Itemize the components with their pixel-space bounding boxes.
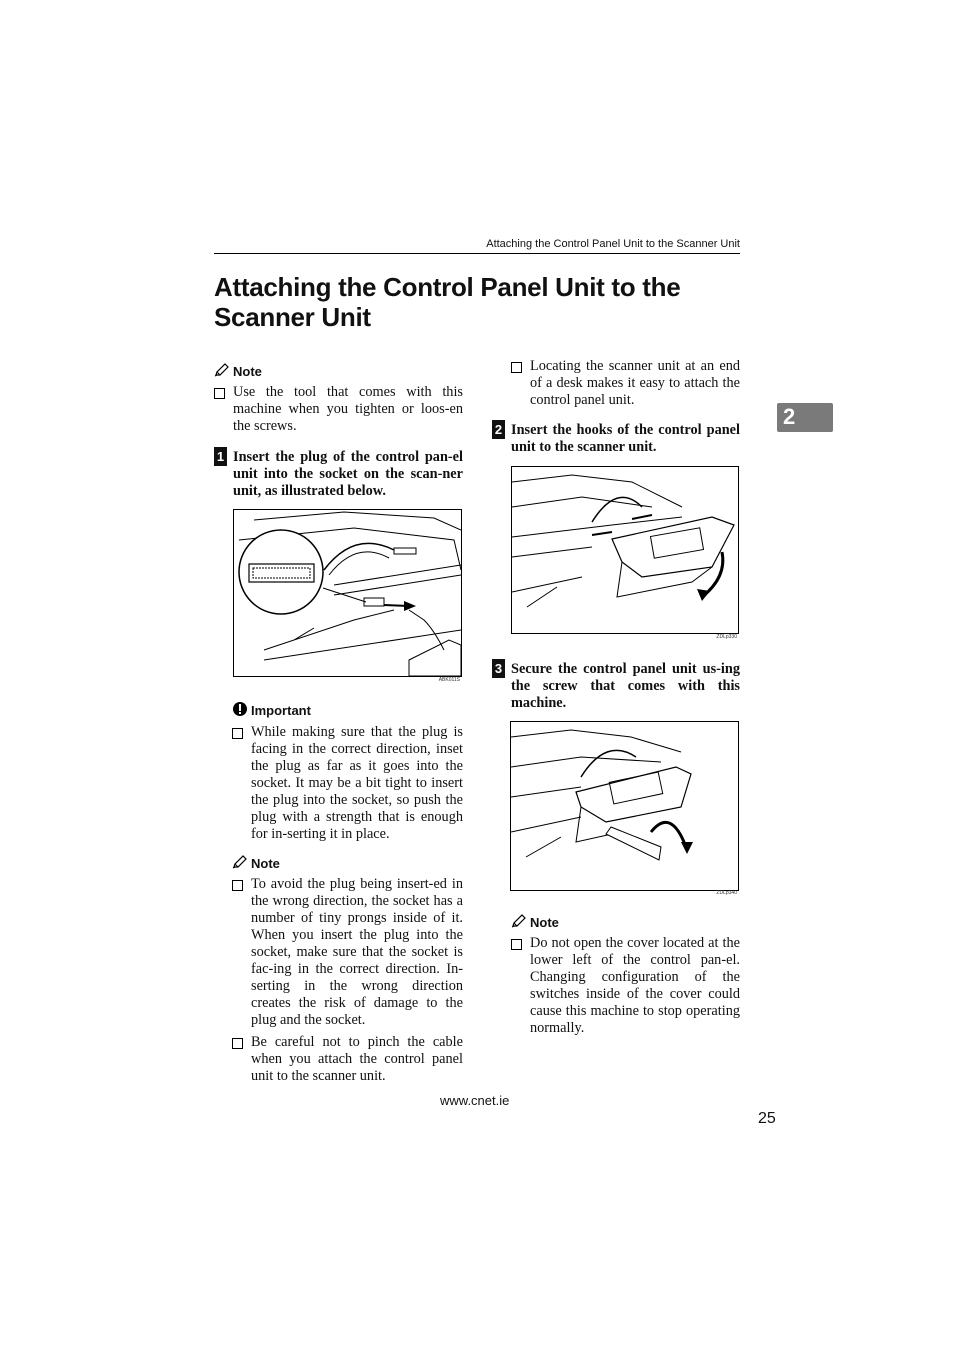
- step-3-block: [492, 661, 740, 712]
- note-item: [232, 876, 463, 1029]
- figure-hook-insertion: [511, 466, 739, 634]
- running-header: Attaching the Control Panel Unit to the Scanner Unit: [486, 238, 740, 250]
- left-column: [214, 363, 463, 500]
- note-heading: [214, 363, 463, 380]
- note-label: Note: [251, 856, 280, 871]
- page-title-line-1: Attaching the Control Panel Unit to the: [214, 272, 681, 302]
- step-number: 1: [214, 447, 227, 466]
- figure-code: ZDLp330: [716, 634, 737, 640]
- note-item-text: Be careful not to pinch the cable when you attach the control panel unit to the scanner unit.: [251, 1034, 463, 1084]
- pencil-icon: [214, 363, 230, 380]
- figure-screw-securing: [510, 721, 739, 891]
- note-item-text: Do not open the cover located at the lower left of the control pan-el. Changing configuration of the switches inside of the cover could cause this machine to stop operating normally.: [530, 935, 740, 1036]
- checkbox-bullet-icon: [511, 939, 522, 950]
- checkbox-bullet-icon: [214, 388, 225, 399]
- note-item-text: To avoid the plug being insert-ed in the wrong direction, the socket has a number of tiny prongs inside of it. When you insert the plug into the socket, make sure that the socket is fac-ing in the correct direction. In-serting in the wrong direction creates the risk of damage to the plug and the socket.: [251, 876, 463, 1028]
- step-text: Insert the plug of the control pan-el unit into the socket on the scan-ner unit, as illustrated below.: [233, 449, 463, 499]
- note-item-text: Use the tool that comes with this machine when you tighten or loos-en the screws.: [233, 384, 463, 434]
- figure-code: ZDLp340: [716, 890, 737, 896]
- screw-securing-illustration: [511, 722, 738, 890]
- note-item: [214, 384, 463, 435]
- figure-plug-insertion: [233, 509, 462, 677]
- step-text: Insert the hooks of the control panel unit to the scanner unit.: [511, 422, 740, 455]
- note-label: Note: [233, 364, 262, 379]
- pencil-icon: [511, 914, 527, 931]
- note-item: [511, 935, 740, 1037]
- important-icon: [232, 701, 248, 720]
- step-number: 3: [492, 659, 505, 678]
- checkbox-bullet-icon: [232, 1038, 243, 1049]
- chapter-tab-number: 2: [783, 404, 796, 429]
- note-item: [511, 358, 740, 409]
- chapter-tab: [777, 403, 833, 432]
- page-number: 25: [758, 1110, 776, 1127]
- figure-code: ABK011S: [438, 677, 460, 683]
- watermark-url: www.cnet.ie: [440, 1093, 510, 1108]
- note-heading: [232, 855, 463, 872]
- step-number: 2: [492, 420, 505, 439]
- note-item: [232, 1034, 463, 1085]
- step-text: Secure the control panel unit us-ing the screw that comes with this machine.: [511, 661, 740, 711]
- important-section: [232, 701, 463, 1085]
- important-heading: [232, 701, 463, 720]
- note-heading: [511, 914, 740, 931]
- important-item: [232, 724, 463, 843]
- note-section: [511, 914, 740, 1037]
- important-item-text: While making sure that the plug is facing in the correct direction, inset the plug as far as it goes into the socket. It may be a bit tight to insert the plug into the socket, so push the plug with a strength that is enough for in-serting it in place.: [251, 724, 463, 842]
- step-2: [492, 422, 740, 456]
- page-title: [214, 272, 774, 332]
- step-1: [214, 449, 463, 500]
- header-rule: [214, 253, 740, 254]
- step-2-block: [492, 422, 740, 456]
- hook-insertion-illustration: [512, 467, 738, 633]
- note-item-text: Locating the scanner unit at an end of a desk makes it easy to attach the control panel unit.: [530, 358, 740, 408]
- pencil-icon: [232, 855, 248, 872]
- important-label: Important: [251, 703, 311, 718]
- page-title-line-2: Scanner Unit: [214, 302, 371, 332]
- plug-insertion-illustration: [234, 510, 461, 676]
- checkbox-bullet-icon: [511, 362, 522, 373]
- right-column: [511, 358, 740, 409]
- checkbox-bullet-icon: [232, 880, 243, 891]
- checkbox-bullet-icon: [232, 728, 243, 739]
- step-3: [492, 661, 740, 712]
- note-label: Note: [530, 915, 559, 930]
